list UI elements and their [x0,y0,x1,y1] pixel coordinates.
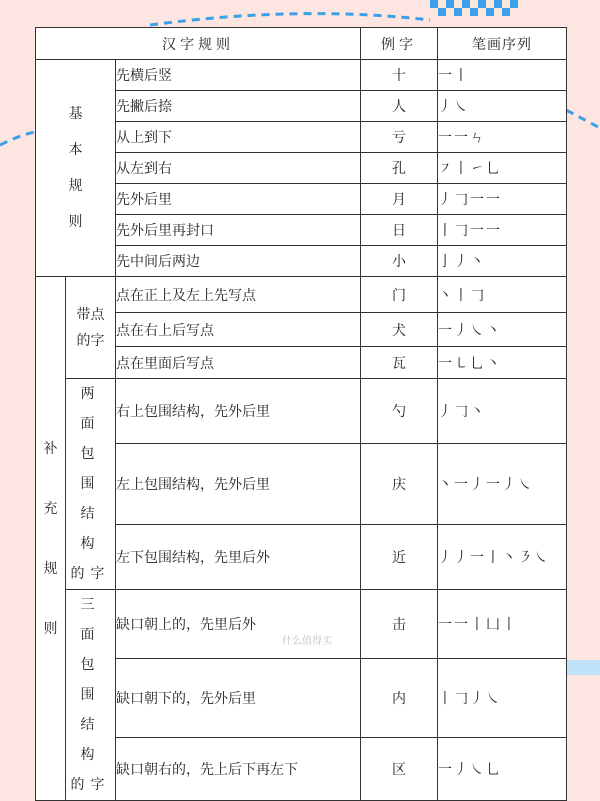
rule-text: 先中间后两边 [116,246,361,277]
stroke-sequence: 丿𠃌一一 [438,184,567,215]
rule-text: 先横后竖 [116,60,361,91]
stroke-sequence: 一㇄乚丶 [438,347,567,379]
header-rule: 汉字规则 [36,28,361,60]
table-row [36,122,567,153]
rule-text: 从上到下 [116,122,361,153]
rule-text: 左下包围结构，先里后外 [116,525,361,590]
table-row [36,313,567,347]
example-char: 犬 [361,313,438,347]
example-char: 庆 [361,443,438,524]
example-char: 击 [361,590,438,659]
rule-text: 右上包围结构，先外后里 [116,379,361,444]
rule-text: 先外后里再封口 [116,215,361,246]
stroke-sequence: 一丿㇏丶 [438,313,567,347]
example-char: 亏 [361,122,438,153]
header-example: 例字 [361,28,438,60]
stroke-sequence: 丿丿一丨丶㇋㇏ [438,525,567,590]
rule-text: 左上包围结构，先外后里 [116,443,361,524]
group-label-three-sided: 三 面 包 围 结 构 的字 [66,590,116,801]
rule-text: 点在正上及左上先写点 [116,277,361,313]
rule-text: 先外后里 [116,184,361,215]
basic-rules-label: 基 本 规 则 [36,60,116,277]
rule-text: 点在里面后写点 [116,347,361,379]
stroke-sequence: 丿㇏ [438,91,567,122]
table-row [36,215,567,246]
watermark-text: 什么值得买 [282,636,332,647]
rule-text: 缺口朝右的，先上后下再左下 [116,738,361,801]
stroke-sequence: 一一丨凵丨 [438,590,567,659]
example-char: 十 [361,60,438,91]
example-char: 门 [361,277,438,313]
table-row [36,659,567,738]
stroke-sequence: 丿𠃌丶 [438,379,567,444]
rule-text: 缺口朝上的，先里后外 [116,590,361,659]
stroke-sequence: 丨𠃌丿㇏ [438,659,567,738]
stroke-sequence: 一丿㇏乚 [438,738,567,801]
table-row [36,525,567,590]
example-char: 内 [361,659,438,738]
table-row [36,184,567,215]
example-char: 瓦 [361,347,438,379]
table-row [36,60,567,91]
example-char: 近 [361,525,438,590]
rule-text: 点在右上后写点 [116,313,361,347]
example-char: 孔 [361,153,438,184]
rule-text: 从左到右 [116,153,361,184]
table-row [36,91,567,122]
table-row [36,153,567,184]
group-label-dotted: 带点 的字 [66,277,116,379]
table-row [36,443,567,524]
table-row [36,246,567,277]
stroke-sequence: ㇇丨㇀乚 [438,153,567,184]
stroke-sequence: 丨𠃌一一 [438,215,567,246]
example-char: 区 [361,738,438,801]
rule-text: 缺口朝下的，先外后里 [116,659,361,738]
table-row [36,738,567,801]
stroke-sequence: 一丨 [438,60,567,91]
example-char: 人 [361,91,438,122]
example-char: 勺 [361,379,438,444]
stroke-sequence: 一一ㄣ [438,122,567,153]
group-label-two-sided: 两 面 包 围 结 构 的字 [66,379,116,590]
stroke-sequence: 丶一丿一丿㇏ [438,443,567,524]
example-char: 日 [361,215,438,246]
table-row [36,590,567,659]
stroke-sequence: 丶丨𠃌 [438,277,567,313]
table-row [36,277,567,313]
table-row [36,379,567,444]
stroke-sequence: 亅丿丶 [438,246,567,277]
supplement-rules-label: 补 充 规 则 [36,277,66,801]
example-char: 月 [361,184,438,215]
rule-text: 先撇后捺 [116,91,361,122]
table-header-row [36,28,567,60]
table-row [36,347,567,379]
header-sequence: 笔画序列 [438,28,567,60]
stroke-order-table [35,27,567,801]
example-char: 小 [361,246,438,277]
